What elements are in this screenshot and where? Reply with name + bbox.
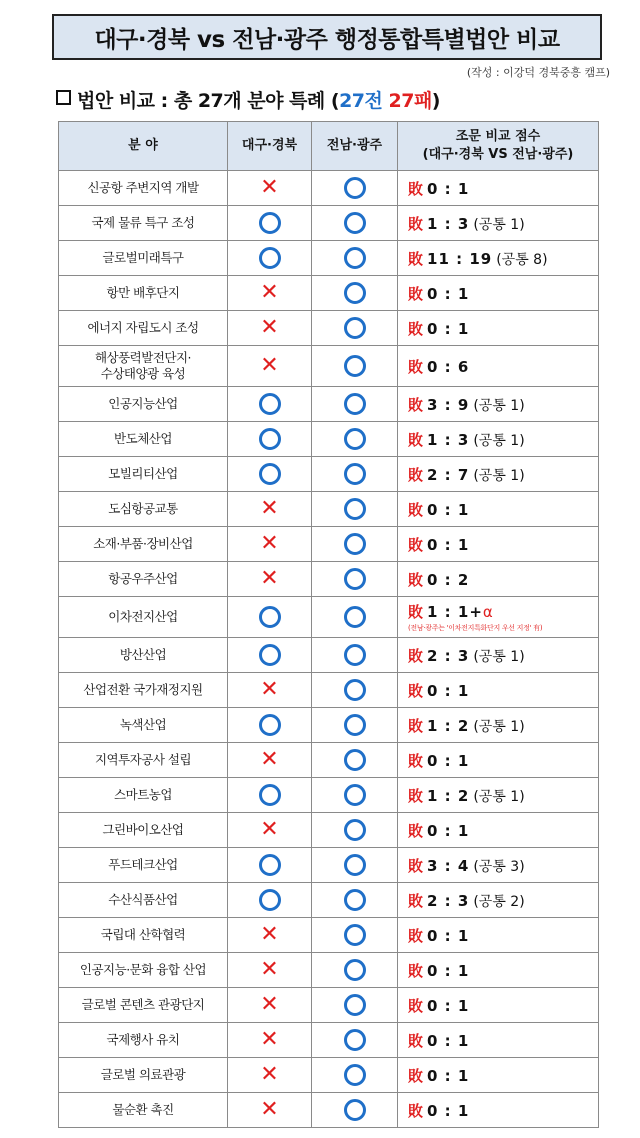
- circle-mark-icon: [344, 749, 366, 771]
- circle-mark-icon: [344, 428, 366, 450]
- score-cell: [398, 638, 599, 673]
- lose-mark: 敗: [408, 465, 424, 484]
- field-label: 항공우주산업: [108, 571, 178, 586]
- score-value: 0 : 1: [427, 996, 470, 1015]
- comparison-table: [58, 121, 599, 1128]
- lose-mark: 敗: [408, 926, 424, 945]
- field-label: 푸드테크산업: [108, 857, 178, 872]
- table-row: [59, 778, 599, 813]
- score-cell: [398, 276, 599, 311]
- cross-mark-icon: ✕: [260, 280, 279, 305]
- jeonnam-cell: [312, 527, 398, 562]
- score-cell: [398, 492, 599, 527]
- field-cell: [59, 206, 228, 241]
- cross-mark-icon: ✕: [260, 817, 279, 842]
- daegu-cell: [228, 743, 312, 778]
- lose-mark: 敗: [408, 395, 424, 414]
- score-value: 3 : 4: [427, 856, 470, 875]
- circle-mark-icon: [259, 393, 281, 415]
- field-label: 해상풍력발전단지· 수상태양광 육성: [94, 350, 192, 381]
- lose-mark: 敗: [408, 179, 424, 198]
- lose-mark: 敗: [408, 681, 424, 700]
- circle-mark-icon: [344, 784, 366, 806]
- field-cell: [59, 1093, 228, 1128]
- jeonnam-cell: [312, 1093, 398, 1128]
- circle-mark-icon: [344, 393, 366, 415]
- jeonnam-cell: [312, 638, 398, 673]
- circle-mark-icon: [344, 212, 366, 234]
- jeonnam-cell: [312, 1058, 398, 1093]
- subtitle-wins: 27전: [339, 90, 383, 112]
- daegu-cell: [228, 988, 312, 1023]
- table-row: [59, 813, 599, 848]
- table-row: [59, 743, 599, 778]
- jeonnam-cell: [312, 848, 398, 883]
- cross-mark-icon: ✕: [260, 353, 279, 378]
- field-label: 반도체산업: [114, 431, 172, 446]
- field-cell: [59, 346, 228, 387]
- field-cell: [59, 311, 228, 346]
- daegu-cell: [228, 241, 312, 276]
- field-cell: [59, 387, 228, 422]
- daegu-cell: [228, 638, 312, 673]
- common-count: (공통 1): [473, 718, 525, 735]
- jeonnam-cell: [312, 346, 398, 387]
- field-label: 지역투자공사 설립: [94, 752, 192, 767]
- table-row: [59, 1058, 599, 1093]
- square-bullet-icon: [56, 90, 71, 105]
- circle-mark-icon: [344, 247, 366, 269]
- score-cell: [398, 988, 599, 1023]
- score-value: 1 : 1+: [427, 603, 483, 621]
- jeonnam-cell: [312, 953, 398, 988]
- score-cell: [398, 743, 599, 778]
- score-value: 2 : 3: [427, 646, 470, 665]
- lose-mark: 敗: [408, 821, 424, 840]
- jeonnam-cell: [312, 311, 398, 346]
- table-row: [59, 457, 599, 492]
- field-label: 국제행사 유치: [106, 1032, 180, 1047]
- score-cell: [398, 562, 599, 597]
- circle-mark-icon: [259, 606, 281, 628]
- daegu-cell: [228, 562, 312, 597]
- score-cell: [398, 171, 599, 206]
- field-label: 신공항 주변지역 개발: [87, 180, 199, 195]
- common-count: (공통 1): [473, 648, 525, 665]
- jeonnam-cell: [312, 883, 398, 918]
- field-cell: [59, 527, 228, 562]
- jeonnam-cell: [312, 988, 398, 1023]
- field-cell: [59, 953, 228, 988]
- score-value: 0 : 1: [427, 751, 470, 770]
- table-row: [59, 206, 599, 241]
- field-cell: [59, 171, 228, 206]
- circle-mark-icon: [344, 889, 366, 911]
- daegu-cell: [228, 708, 312, 743]
- score-note: (전남·광주는 '이차전지특화단지 우선 지정' 有): [408, 624, 543, 632]
- daegu-cell: [228, 883, 312, 918]
- table-row: [59, 597, 599, 638]
- common-count: (공통 1): [473, 397, 525, 414]
- circle-mark-icon: [344, 679, 366, 701]
- lose-mark: 敗: [408, 1101, 424, 1120]
- daegu-cell: [228, 918, 312, 953]
- score-cell: [398, 206, 599, 241]
- common-count: (공통 1): [473, 788, 525, 805]
- score-value: 1 : 3: [427, 430, 470, 449]
- table-row: [59, 848, 599, 883]
- field-cell: [59, 562, 228, 597]
- field-label: 에너지 자립도시 조성: [87, 320, 199, 335]
- cross-mark-icon: ✕: [260, 957, 279, 982]
- jeonnam-cell: [312, 743, 398, 778]
- circle-mark-icon: [259, 212, 281, 234]
- daegu-cell: [228, 597, 312, 638]
- table-row: [59, 311, 599, 346]
- jeonnam-cell: [312, 918, 398, 953]
- common-count: (공통 8): [496, 251, 548, 268]
- score-cell: [398, 708, 599, 743]
- header-score-line1: 조문 비교 점수: [455, 129, 541, 144]
- cross-mark-icon: ✕: [260, 315, 279, 340]
- table-row: [59, 708, 599, 743]
- score-value: 0 : 1: [427, 926, 470, 945]
- field-cell: [59, 813, 228, 848]
- field-label: 인공지능·문화 융합 산업: [79, 962, 207, 977]
- field-label: 그린바이오산업: [102, 822, 184, 837]
- score-cell: [398, 241, 599, 276]
- field-label: 항만 배후단지: [106, 285, 180, 300]
- table-row: [59, 492, 599, 527]
- circle-mark-icon: [344, 282, 366, 304]
- daegu-cell: [228, 848, 312, 883]
- score-cell: [398, 848, 599, 883]
- circle-mark-icon: [344, 854, 366, 876]
- circle-mark-icon: [344, 644, 366, 666]
- daegu-cell: [228, 457, 312, 492]
- table-row: [59, 387, 599, 422]
- daegu-cell: [228, 813, 312, 848]
- daegu-cell: [228, 673, 312, 708]
- common-count: (공통 3): [473, 858, 525, 875]
- score-value: 2 : 3: [427, 891, 470, 910]
- cross-mark-icon: ✕: [260, 992, 279, 1017]
- field-cell: [59, 1058, 228, 1093]
- lose-mark: 敗: [408, 751, 424, 770]
- score-value: 0 : 1: [427, 284, 470, 303]
- score-cell: [398, 778, 599, 813]
- table-row: [59, 422, 599, 457]
- field-cell: [59, 597, 228, 638]
- field-label: 모빌리티산업: [108, 466, 178, 481]
- circle-mark-icon: [344, 606, 366, 628]
- cross-mark-icon: ✕: [260, 566, 279, 591]
- score-value: 3 : 9: [427, 395, 470, 414]
- lose-mark: 敗: [408, 856, 424, 875]
- header-jeonnam: 전남·광주: [312, 122, 398, 171]
- daegu-cell: [228, 387, 312, 422]
- lose-mark: 敗: [408, 786, 424, 805]
- field-cell: [59, 1023, 228, 1058]
- score-cell: [398, 673, 599, 708]
- field-cell: [59, 708, 228, 743]
- header-daegu: 대구·경북: [228, 122, 312, 171]
- field-cell: [59, 883, 228, 918]
- table-row: [59, 527, 599, 562]
- score-cell: [398, 387, 599, 422]
- field-cell: [59, 276, 228, 311]
- daegu-cell: [228, 422, 312, 457]
- field-label: 수산식품산업: [108, 892, 178, 907]
- jeonnam-cell: [312, 813, 398, 848]
- score-value: 1 : 3: [427, 214, 470, 233]
- field-cell: [59, 638, 228, 673]
- jeonnam-cell: [312, 778, 398, 813]
- field-cell: [59, 422, 228, 457]
- table-row: [59, 1093, 599, 1128]
- lose-mark: 敗: [408, 214, 424, 233]
- daegu-cell: [228, 778, 312, 813]
- jeonnam-cell: [312, 457, 398, 492]
- daegu-cell: [228, 1058, 312, 1093]
- circle-mark-icon: [259, 247, 281, 269]
- score-cell: [398, 422, 599, 457]
- field-label: 녹색산업: [119, 717, 167, 732]
- lose-mark: 敗: [408, 646, 424, 665]
- score-cell: [398, 346, 599, 387]
- score-cell: [398, 311, 599, 346]
- table-row: [59, 673, 599, 708]
- score-value: 0 : 1: [427, 961, 470, 980]
- circle-mark-icon: [344, 819, 366, 841]
- lose-mark: 敗: [408, 1031, 424, 1050]
- cross-mark-icon: ✕: [260, 677, 279, 702]
- cross-mark-icon: ✕: [260, 1027, 279, 1052]
- author-note: (작성 : 이강덕 경북중흥 캠프): [466, 66, 610, 79]
- circle-mark-icon: [344, 355, 366, 377]
- score-value: 0 : 1: [427, 500, 470, 519]
- circle-mark-icon: [344, 498, 366, 520]
- header-field: 분 야: [59, 122, 228, 171]
- lose-mark: 敗: [408, 357, 424, 376]
- table-row: [59, 883, 599, 918]
- score-value: 0 : 2: [427, 570, 470, 589]
- score-cell: [398, 1058, 599, 1093]
- subtitle: [56, 86, 440, 113]
- table-row: [59, 638, 599, 673]
- daegu-cell: [228, 1093, 312, 1128]
- field-label: 소재·부품·장비산업: [93, 536, 193, 551]
- alpha-symbol: α: [482, 603, 493, 621]
- cross-mark-icon: ✕: [260, 1062, 279, 1087]
- lose-mark: 敗: [408, 319, 424, 338]
- daegu-cell: [228, 527, 312, 562]
- daegu-cell: [228, 1023, 312, 1058]
- table-row: [59, 988, 599, 1023]
- lose-mark: 敗: [408, 1066, 424, 1085]
- subtitle-prefix: 법안 비교 : 총 27개 분야 특례 (: [77, 90, 340, 112]
- jeonnam-cell: [312, 241, 398, 276]
- circle-mark-icon: [259, 644, 281, 666]
- field-label: 국립대 산학협력: [100, 927, 186, 942]
- table-row: [59, 953, 599, 988]
- table-row: [59, 276, 599, 311]
- score-value: 0 : 6: [427, 357, 470, 376]
- jeonnam-cell: [312, 1023, 398, 1058]
- score-value: 1 : 2: [427, 786, 470, 805]
- circle-mark-icon: [344, 924, 366, 946]
- field-cell: [59, 492, 228, 527]
- cross-mark-icon: ✕: [260, 747, 279, 772]
- score-cell: [398, 1093, 599, 1128]
- table-row: [59, 171, 599, 206]
- circle-mark-icon: [259, 463, 281, 485]
- circle-mark-icon: [344, 994, 366, 1016]
- circle-mark-icon: [344, 533, 366, 555]
- cross-mark-icon: ✕: [260, 922, 279, 947]
- score-cell: [398, 953, 599, 988]
- jeonnam-cell: [312, 673, 398, 708]
- common-count: (공통 1): [473, 216, 525, 233]
- circle-mark-icon: [344, 317, 366, 339]
- cross-mark-icon: ✕: [260, 1097, 279, 1122]
- daegu-cell: [228, 276, 312, 311]
- score-cell: [398, 527, 599, 562]
- field-label: 글로벌미래특구: [102, 250, 184, 265]
- lose-mark: 敗: [408, 961, 424, 980]
- table-row: [59, 918, 599, 953]
- lose-mark: 敗: [408, 284, 424, 303]
- header-score-line2: (대구·경북 VS 전남·광주): [422, 147, 574, 162]
- circle-mark-icon: [344, 714, 366, 736]
- score-cell: [398, 883, 599, 918]
- field-cell: [59, 743, 228, 778]
- jeonnam-cell: [312, 276, 398, 311]
- field-cell: [59, 918, 228, 953]
- lose-mark: 敗: [408, 249, 424, 268]
- jeonnam-cell: [312, 597, 398, 638]
- circle-mark-icon: [344, 1064, 366, 1086]
- field-label: 물순환 촉진: [112, 1102, 174, 1117]
- field-label: 인공지능산업: [108, 396, 178, 411]
- lose-mark: 敗: [408, 535, 424, 554]
- field-label: 글로벌 의료관광: [100, 1067, 186, 1082]
- lose-mark: 敗: [408, 570, 424, 589]
- common-count: (공통 2): [473, 893, 525, 910]
- field-cell: [59, 988, 228, 1023]
- page-title: 대구·경북 vs 전남·광주 행정통합특별법안 비교: [52, 14, 602, 60]
- lose-mark: 敗: [408, 891, 424, 910]
- circle-mark-icon: [344, 177, 366, 199]
- lose-mark: 敗: [408, 430, 424, 449]
- jeonnam-cell: [312, 562, 398, 597]
- lose-mark: 敗: [408, 603, 424, 621]
- daegu-cell: [228, 953, 312, 988]
- circle-mark-icon: [259, 889, 281, 911]
- score-cell: [398, 813, 599, 848]
- common-count: (공통 1): [473, 432, 525, 449]
- table-row: [59, 241, 599, 276]
- field-cell: [59, 848, 228, 883]
- score-value: 0 : 1: [427, 319, 470, 338]
- subtitle-losses: 27패: [388, 90, 432, 112]
- field-label: 도심항공교통: [108, 501, 178, 516]
- circle-mark-icon: [344, 463, 366, 485]
- common-count: (공통 1): [473, 467, 525, 484]
- circle-mark-icon: [259, 854, 281, 876]
- field-cell: [59, 778, 228, 813]
- subtitle-suffix: ): [431, 90, 440, 112]
- daegu-cell: [228, 311, 312, 346]
- jeonnam-cell: [312, 708, 398, 743]
- score-cell: [398, 918, 599, 953]
- jeonnam-cell: [312, 206, 398, 241]
- field-label: 방산산업: [119, 647, 167, 662]
- cross-mark-icon: ✕: [260, 531, 279, 556]
- field-label: 국제 물류 특구 조성: [91, 215, 195, 230]
- daegu-cell: [228, 346, 312, 387]
- cross-mark-icon: ✕: [260, 175, 279, 200]
- score-value: 0 : 1: [427, 1101, 470, 1120]
- jeonnam-cell: [312, 422, 398, 457]
- field-cell: [59, 241, 228, 276]
- jeonnam-cell: [312, 171, 398, 206]
- daegu-cell: [228, 206, 312, 241]
- circle-mark-icon: [344, 959, 366, 981]
- circle-mark-icon: [259, 428, 281, 450]
- field-cell: [59, 457, 228, 492]
- header-score: [398, 122, 599, 171]
- circle-mark-icon: [344, 568, 366, 590]
- table-row: [59, 1023, 599, 1058]
- circle-mark-icon: [344, 1099, 366, 1121]
- field-label: 글로벌 콘텐츠 관광단지: [81, 997, 205, 1012]
- score-value: 0 : 1: [427, 535, 470, 554]
- score-value: 0 : 1: [427, 1031, 470, 1050]
- score-cell: [398, 597, 599, 638]
- score-value: 0 : 1: [427, 1066, 470, 1085]
- field-label: 스마트농업: [114, 787, 172, 802]
- daegu-cell: [228, 171, 312, 206]
- score-value: 2 : 7: [427, 465, 470, 484]
- lose-mark: 敗: [408, 996, 424, 1015]
- score-cell: [398, 1023, 599, 1058]
- score-value: 0 : 1: [427, 681, 470, 700]
- daegu-cell: [228, 492, 312, 527]
- lose-mark: 敗: [408, 716, 424, 735]
- jeonnam-cell: [312, 492, 398, 527]
- jeonnam-cell: [312, 387, 398, 422]
- table-row: [59, 346, 599, 387]
- cross-mark-icon: ✕: [260, 496, 279, 521]
- field-cell: [59, 673, 228, 708]
- score-value: 1 : 2: [427, 716, 470, 735]
- score-cell: [398, 457, 599, 492]
- circle-mark-icon: [259, 714, 281, 736]
- table-header-row: [59, 122, 599, 171]
- score-value: 0 : 1: [427, 821, 470, 840]
- field-label: 이차전지산업: [108, 609, 178, 624]
- score-value: 11 : 19: [427, 249, 493, 268]
- table-row: [59, 562, 599, 597]
- field-label: 산업전환 국가재정지원: [83, 682, 203, 697]
- circle-mark-icon: [259, 784, 281, 806]
- lose-mark: 敗: [408, 500, 424, 519]
- circle-mark-icon: [344, 1029, 366, 1051]
- score-value: 0 : 1: [427, 179, 470, 198]
